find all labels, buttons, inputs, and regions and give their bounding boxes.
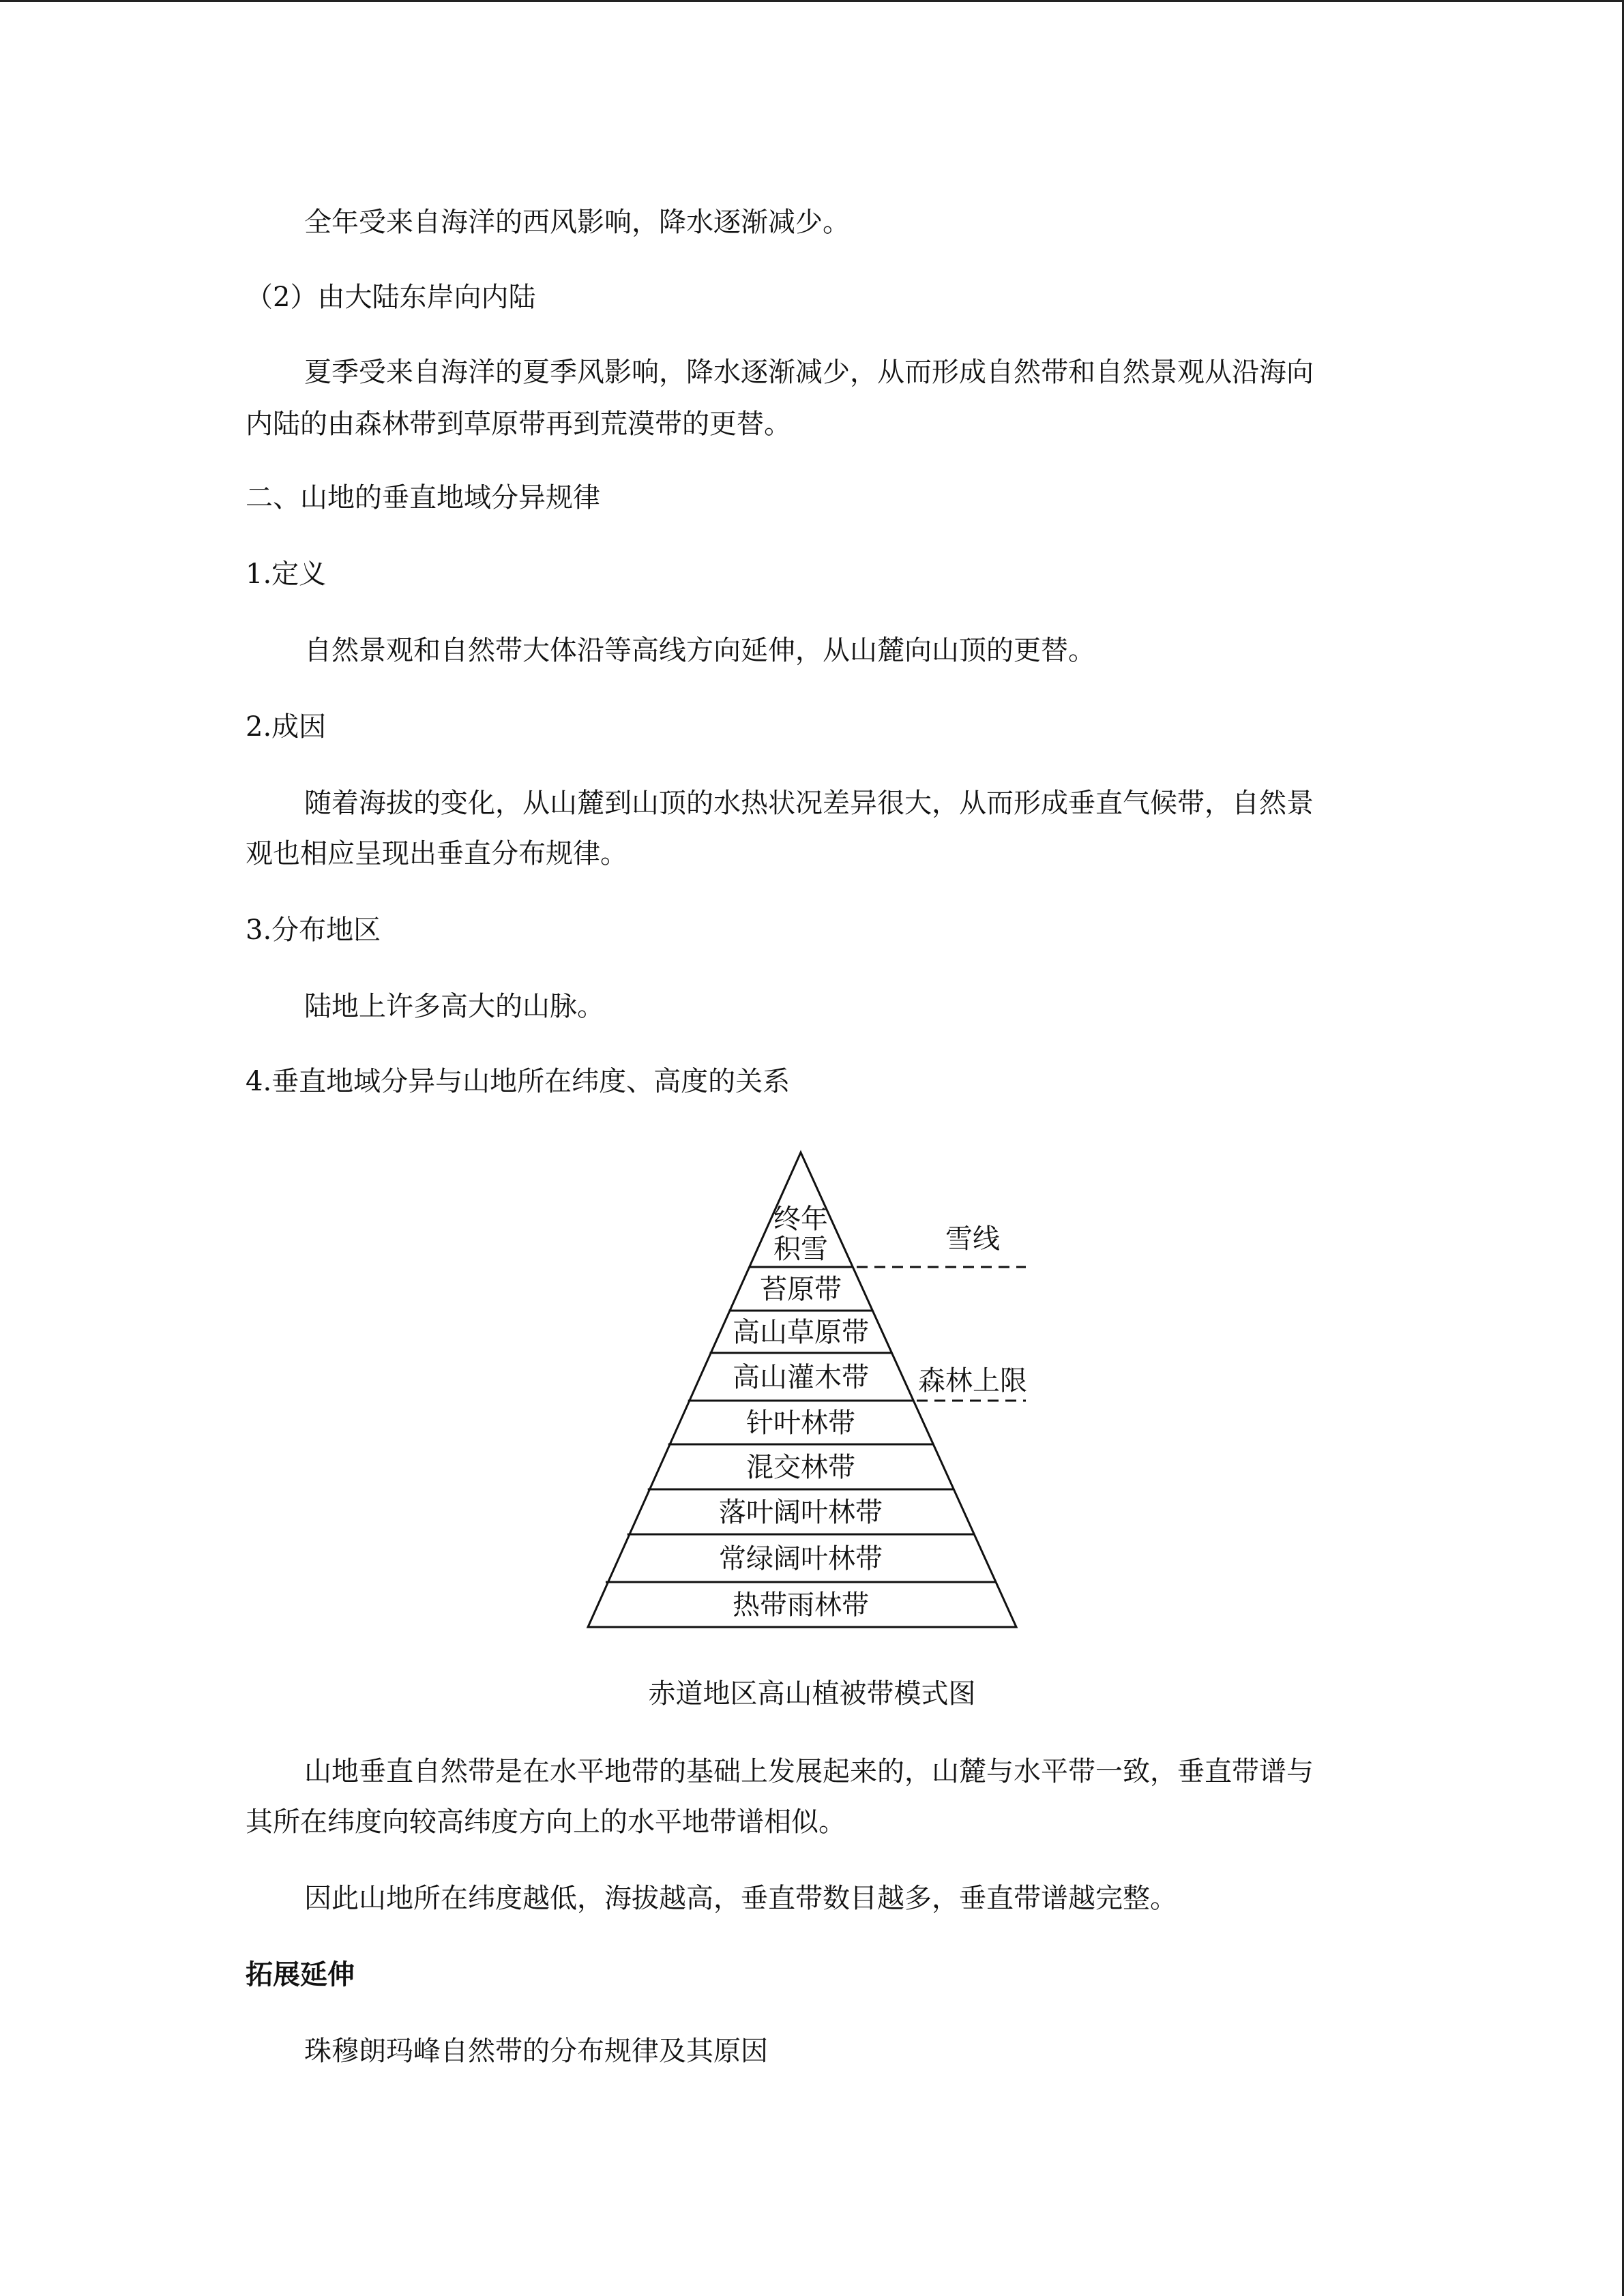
paragraph-conclusion: 因此山地所在纬度越低，海拔越高，垂直带数目越多，垂直带谱越完整。 [304,1883,1177,1914]
band-label-4: 高山灌木带 [733,1362,869,1393]
band-label-6: 混交林带 [746,1452,855,1483]
paragraph-monsoon-line1: 夏季受来自海洋的夏季风影响，降水逐渐减少，从而形成自然带和自然景观从沿海向 [304,357,1314,388]
band-label-5: 针叶林带 [746,1407,855,1439]
paragraph-everest: 珠穆朗玛峰自然带的分布规律及其原因 [304,2036,768,2067]
subheading-distribution: 3.分布地区 [246,914,381,946]
band-label-1-line-1: 终年 [773,1204,828,1235]
band-label-1-line-2: 积雪 [773,1234,828,1265]
paragraph-vertical-zone-line1: 山地垂直自然带是在水平地带的基础上发展起来的，山麓与水平带一致，垂直带谱与 [304,1756,1314,1787]
paragraph-cause-line2: 观也相应呈现出垂直分布规律。 [246,838,628,869]
section-heading-extension: 拓展延伸 [246,1958,355,1991]
paragraph-monsoon-line2: 内陆的由森林带到草原带再到荒漠带的更替。 [246,408,791,440]
paragraph-vertical-zone-line2: 其所在纬度向较高纬度方向上的水平地带谱相似。 [246,1806,846,1838]
section-heading-vertical-zonation: 二、山地的垂直地域分异规律 [246,482,600,513]
vegetation-zone-diagram [559,1132,1050,1637]
band-label-8: 常绿阔叶林带 [719,1543,883,1575]
subheading-east-coast: （2）由大陆东岸向内陆 [246,282,536,313]
paragraph-cause-line1: 随着海拔的变化，从山麓到山顶的水热状况差异很大，从而形成垂直气候带，自然景 [304,788,1314,819]
paragraph-definition: 自然景观和自然带大体沿等高线方向延伸，从山麓向山顶的更替。 [304,635,1095,666]
band-label-7: 落叶阔叶林带 [719,1497,883,1528]
band-label-9: 热带雨林带 [733,1590,869,1621]
band-label-2: 苔原带 [760,1274,842,1305]
paragraph-westerlies: 全年受来自海洋的西风影响，降水逐渐减少。 [304,207,850,238]
diagram-caption: 赤道地区高山植被带模式图 [648,1678,976,1710]
forest-limit-label: 森林上限 [918,1365,1027,1397]
band-label-3: 高山草原带 [733,1317,869,1348]
snowline-label: 雪线 [945,1223,1000,1255]
subheading-cause: 2.成因 [246,711,327,743]
subheading-definition: 1.定义 [246,558,327,590]
subheading-latitude-relation: 4.垂直地域分异与山地所在纬度、高度的关系 [246,1066,791,1097]
top-border [0,0,1624,2]
paragraph-distribution: 陆地上许多高大的山脉。 [304,991,604,1022]
